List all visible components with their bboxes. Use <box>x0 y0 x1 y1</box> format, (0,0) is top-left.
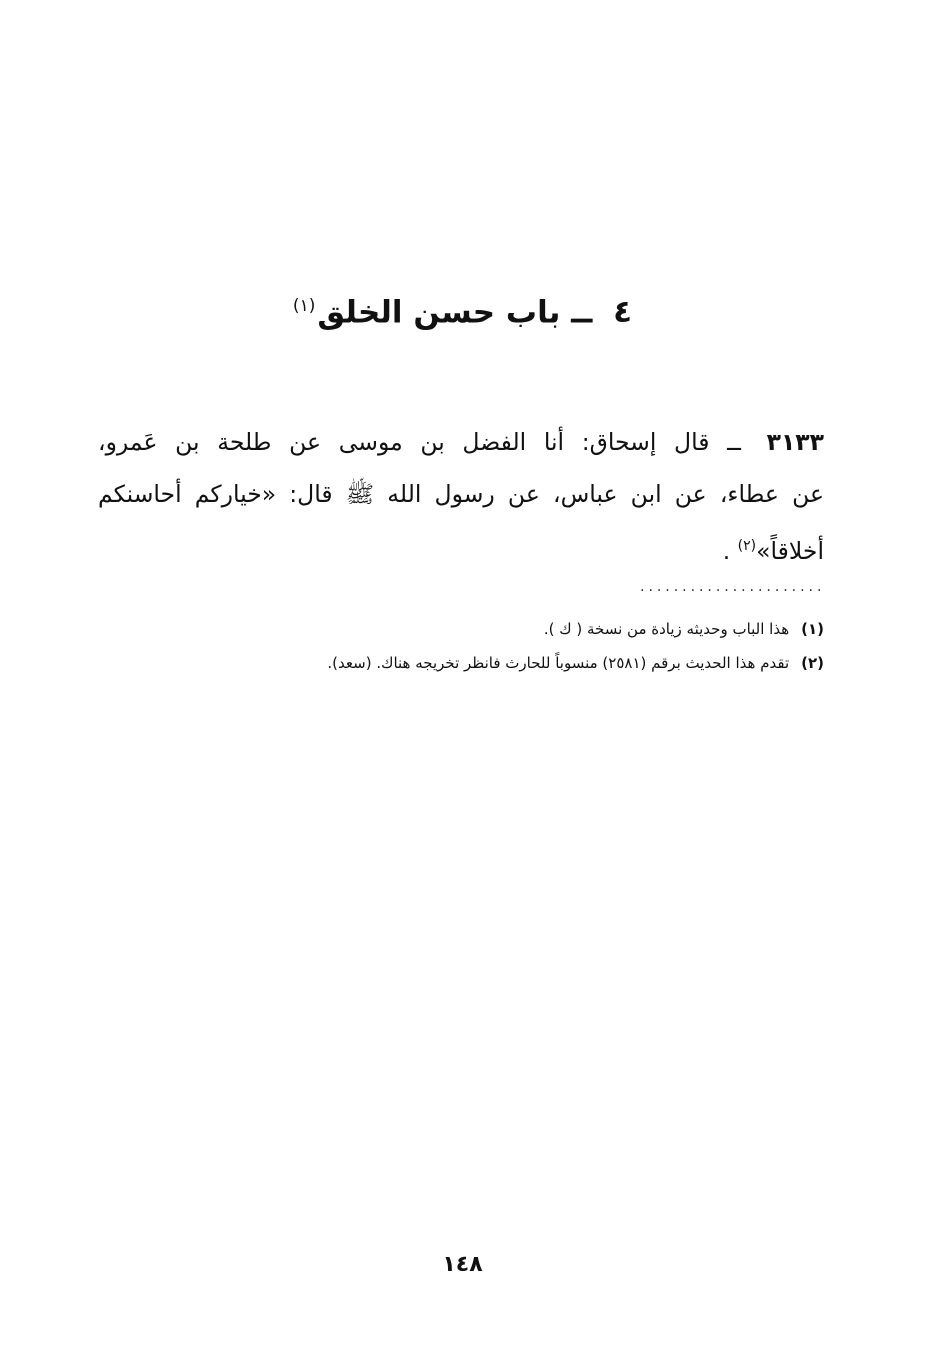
footnote-1 <box>98 612 824 646</box>
footnote-1-text: هذا الباب وحديثه زيادة من نسخة ( ك ). <box>543 620 790 638</box>
chapter-number: ٤ <box>613 294 633 331</box>
hadith-number: ٣١٣٣ <box>766 428 824 456</box>
footnote-1-marker: (١) <box>801 620 824 638</box>
page-number: ١٤٨ <box>442 1252 483 1277</box>
hadith-line-1 <box>98 416 824 468</box>
chapter-heading <box>0 282 925 336</box>
hadith-line-3 <box>98 520 824 577</box>
chapter-title-text: باب حسن الخلق <box>317 294 561 331</box>
hadith-text <box>98 416 824 577</box>
chapter-footnote-ref[interactable]: (١) <box>292 296 316 316</box>
footnote-2 <box>98 646 824 680</box>
hadith-line-3-text: أخلاقاً» <box>756 536 824 565</box>
chapter-dash: ــ <box>571 294 593 331</box>
footnote-2-text: تقدم هذا الحديث برقم (٢٥٨١) منسوباً للحارث فانظر تخريجه هناك. (سعد). <box>327 654 790 672</box>
footnote-separator: ...................... <box>638 580 824 594</box>
hadith-line-2: عن عطاء، عن ابن عباس، عن رسول الله ﷺ قال: «خياركم أحاسنكم <box>98 480 824 508</box>
footnote-2-marker: (٢) <box>801 654 824 672</box>
hadith-end: . <box>722 536 731 565</box>
footnotes-section <box>98 612 824 680</box>
hadith-footnote-ref[interactable]: (٢) <box>737 538 757 554</box>
hadith-line-1-text: قال إسحاق: أنا الفضل بن موسى عن طلحة بن عَمرو، <box>98 428 710 456</box>
hadith-dash: ــ <box>727 428 741 456</box>
